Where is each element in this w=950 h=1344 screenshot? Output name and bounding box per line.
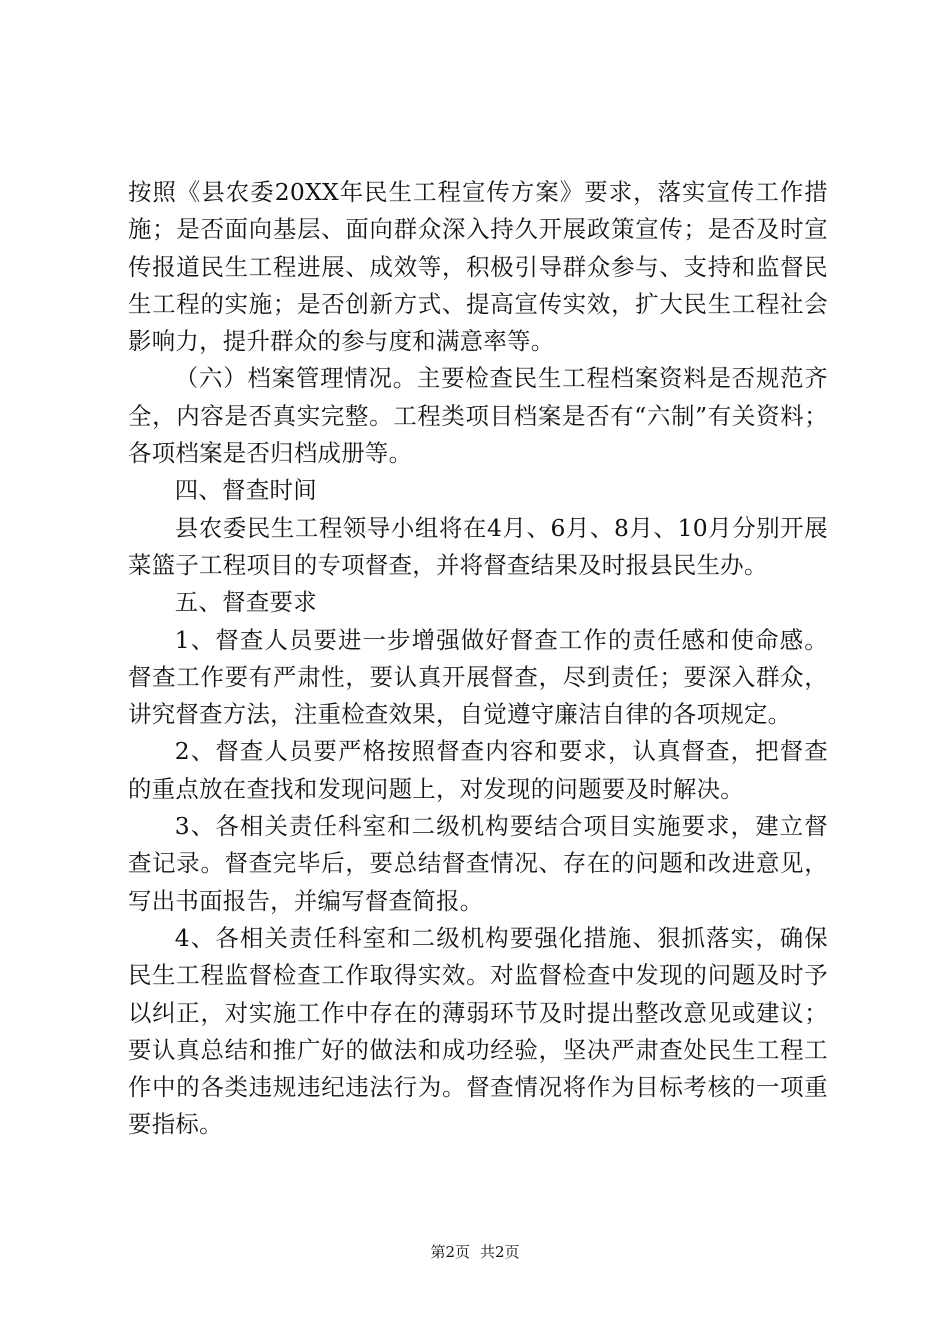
paragraph-requirement-2: 2、督查人员要严格按照督查内容和要求，认真督查，把督查的重点放在查找和发现问题上，对发现的问题要及时解决。 — [128, 737, 828, 803]
page-number: 第2页 — [430, 1243, 470, 1261]
page-footer — [0, 1242, 950, 1262]
paragraph-requirement-4: 4、各相关责任科室和二级机构要强化措施、狠抓落实，确保民生工程监督检查工作取得实效。对监督检查中发现的问题及时予以纠正，对实施工作中存在的薄弱环节及时提出整改意见或建议；要认真总结和推广好的做法和成功经验，坚决严肃查处民生工程工作中的各类违规违纪违法行为。督查情况将作为目标考核的一项重要指标。 — [128, 923, 828, 1139]
paragraph-requirement-1: 1、督查人员要进一步增强做好督查工作的责任感和使命感。督查工作要有严肃性，要认真开展督查，尽到责任；要深入群众，讲究督查方法，注重检查效果，自觉遵守廉洁自律的各项规定。 — [128, 625, 828, 729]
heading-inspection-requirements: 五、督查要求 — [174, 588, 317, 617]
paragraph-archive-management: （六）档案管理情况。主要检查民生工程档案资料是否规范齐全，内容是否真实完整。工程类项目档案是否有“六制”有关资料；各项档案是否归档成册等。 — [128, 364, 828, 468]
document-body — [128, 174, 828, 1144]
heading-inspection-time: 四、督查时间 — [174, 476, 317, 505]
page-total: 共2页 — [480, 1243, 520, 1261]
paragraph-inspection-time: 县农委民生工程领导小组将在4月、6月、8月、10月分别开展菜篮子工程项目的专项督查，并将督查结果及时报县民生办。 — [128, 513, 828, 579]
paragraph-publicity-continued: 按照《县农委20XX年民生工程宣传方案》要求，落实宣传工作措施；是否面向基层、面向群众深入持久开展政策宣传；是否及时宣传报道民生工程进展、成效等，积极引导群众参与、支持和监督民生工程的实施；是否创新方式、提高宣传实效，扩大民生工程社会影响力，提升群众的参与度和满意率等。 — [128, 178, 828, 356]
paragraph-requirement-3: 3、各相关责任科室和二级机构要结合项目实施要求，建立督查记录。督查完毕后，要总结督查情况、存在的问题和改进意见，写出书面报告，并编写督查简报。 — [128, 812, 828, 915]
